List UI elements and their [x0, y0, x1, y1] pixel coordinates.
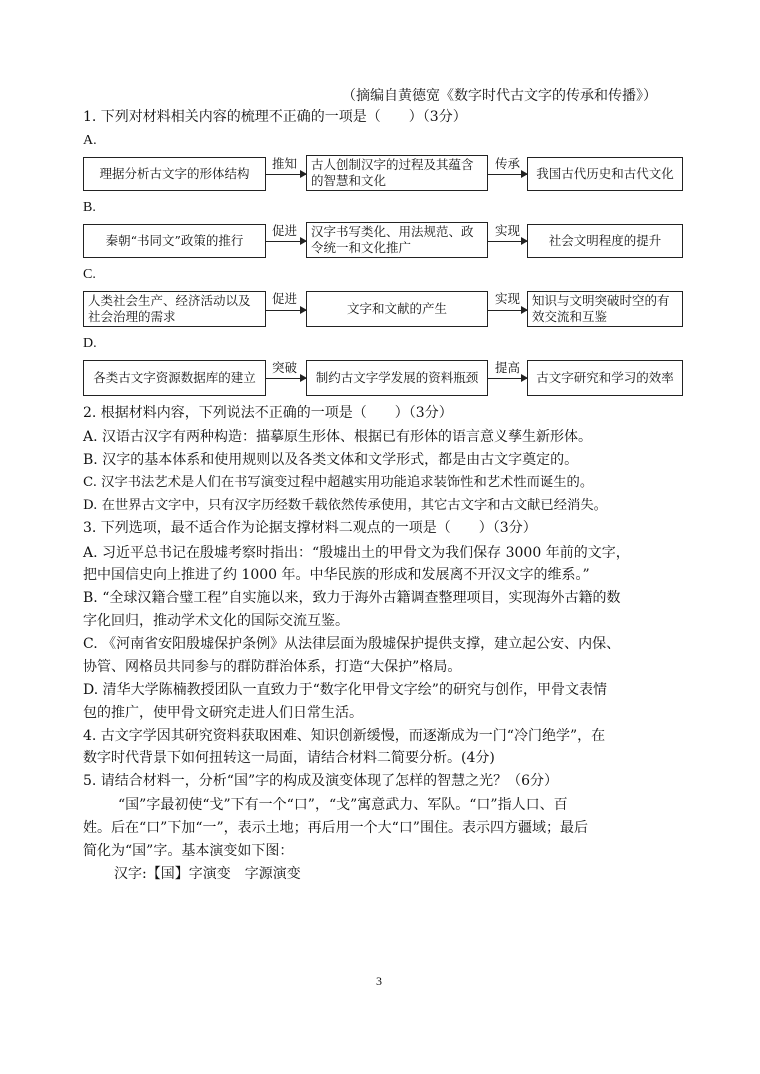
q1-a-arrow-1-label: 推知 [272, 156, 298, 171]
q2-option-b: B. 汉字的基本体系和使用规则以及各类文体和文学形式，都是由古文字奠定的。 [83, 452, 579, 468]
q1-b-box-3: 社会文明程度的提升 [527, 224, 683, 258]
q1-c-arrow-1 [266, 310, 306, 311]
q2-option-a: A. 汉语古汉字有两种构造：描摹原生形体、根据已有形体的语言意义孳生新形体。 [83, 429, 593, 445]
question-1-stem: 1. 下列对材料相关内容的梳理不正确的一项是（ ）（3分） [83, 109, 467, 125]
q1-a-arrow-1 [266, 174, 306, 175]
q3-option-a-line-2: 把中国信史向上推进了约 1000 年。中华民族的形成和发展离不开汉文字的维系。” [83, 567, 590, 583]
q3-option-b-line-1: B. “全球汉籍合璧工程”自实施以来，致力于海外古籍调查整理项目，实现海外古籍的数 [83, 590, 621, 606]
q1-b-arrow-2-label: 实现 [495, 223, 521, 238]
q1-option-d-label: D. [83, 336, 97, 351]
q1-c-arrow-2-label: 实现 [495, 291, 521, 306]
q3-option-b-line-2: 字化回归，推动学术文化的国际交流互鉴。 [83, 613, 349, 629]
page-number: 3 [376, 974, 382, 988]
q5-paragraph-line-3: 简化为“国”字。基本演变如下图： [83, 843, 294, 859]
q1-d-box-3: 古文字研究和学习的效率 [527, 360, 683, 396]
q1-option-c-label: C. [83, 267, 96, 282]
q1-c-box-1: 人类社会生产、经济活动以及社会治理的需求 [83, 291, 266, 327]
q1-b-box-2: 汉字书写类化、用法规范、政令统一和文化推广 [306, 222, 488, 258]
q1-b-arrow-2 [488, 241, 527, 242]
q3-option-d-line-2: 包的推广，使甲骨文研究走进人们日常生活。 [83, 705, 363, 721]
q1-d-arrow-1 [266, 378, 306, 379]
question-5-stem: 5. 请结合材料一，分析“国”字的构成及演变体现了怎样的智慧之光？（6分） [83, 773, 559, 789]
q1-b-box-1: 秦朝“书同文”政策的推行 [83, 224, 266, 258]
q1-a-box-1: 理据分析古文字的形体结构 [83, 157, 266, 191]
q1-a-arrow-2 [488, 174, 527, 175]
q1-d-box-2: 制约古文字学发展的资料瓶颈 [306, 360, 488, 396]
q5-paragraph-line-1: “国”字最初使“戈”下有一个“口”，“戈”寓意武力、军队。“口”指人口、百 [118, 797, 568, 813]
source-citation: （摘编自黄德宽《数字时代古文字的传承和传播》） [342, 88, 657, 104]
q1-d-box-1: 各类古文字资源数据库的建立 [83, 360, 266, 396]
question-4-line-1: 4. 古文字学因其研究资料获取困难、知识创新缓慢，而逐渐成为一门“冷门绝学”，在 [83, 728, 606, 744]
q1-c-arrow-1-label: 促进 [272, 291, 298, 306]
q3-option-c-line-1: C. 《河南省安阳殷墟保护条例》从法律层面为殷墟保护提供支撑，建立起公安、内保、 [83, 636, 621, 652]
q1-option-a-label: A. [83, 133, 97, 148]
q5-paragraph-line-2: 姓。后在“口”下加“一”，表示土地；再后用一个大“口”围住。表示四方疆域；最后 [83, 820, 588, 836]
q2-option-c: C. 汉字书法艺术是人们在书写演变过程中超越实用功能追求装饰性和艺术性而诞生的。 [83, 475, 594, 490]
q1-d-arrow-2 [488, 378, 527, 379]
q3-option-a-line-1: A. 习近平总书记在殷墟考察时指出：“殷墟出土的甲骨文为我们保存 3000 年前的文字， [83, 545, 630, 561]
question-2-stem: 2. 根据材料内容，下列说法不正确的一项是（ ）（3分） [83, 405, 453, 421]
q1-c-box-3: 知识与文明突破时空的有效交流和互鉴 [527, 291, 683, 327]
q1-b-arrow-1-label: 促进 [272, 223, 298, 238]
q1-b-arrow-1 [266, 241, 306, 242]
q1-a-box-3: 我国古代历史和古代文化 [527, 157, 683, 191]
q1-c-arrow-2 [488, 310, 527, 311]
q1-d-arrow-1-label: 突破 [272, 360, 298, 375]
q2-option-d: D. 在世界古文字中，只有汉字历经数千载依然传承使用，其它古文字和古文献已经消失。 [83, 498, 607, 513]
q1-a-box-2: 古人创制汉字的过程及其蕴含的智慧和文化 [306, 155, 488, 191]
q5-figure-caption: 汉字:【国】字演变 字源演变 [114, 866, 301, 882]
q3-option-c-line-2: 协管、网格员共同参与的群防群治体系，打造“大保护”格局。 [83, 659, 462, 675]
q1-c-box-2: 文字和文献的产生 [306, 291, 488, 327]
q3-option-d-line-1: D. 清华大学陈楠教授团队一直致力于“数字化甲骨文字绘”的研究与创作，甲骨文表情 [83, 682, 607, 698]
q1-option-b-label: B. [83, 200, 96, 215]
q1-a-arrow-2-label: 传承 [495, 156, 521, 171]
q1-d-arrow-2-label: 提高 [495, 360, 521, 375]
question-4-line-2: 数字时代背景下如何扭转这一局面，请结合材料二简要分析。(4分) [83, 750, 495, 766]
question-3-stem: 3. 下列选项，最不适合作为论据支撑材料二观点的一项是（ ）（3分） [83, 520, 537, 536]
